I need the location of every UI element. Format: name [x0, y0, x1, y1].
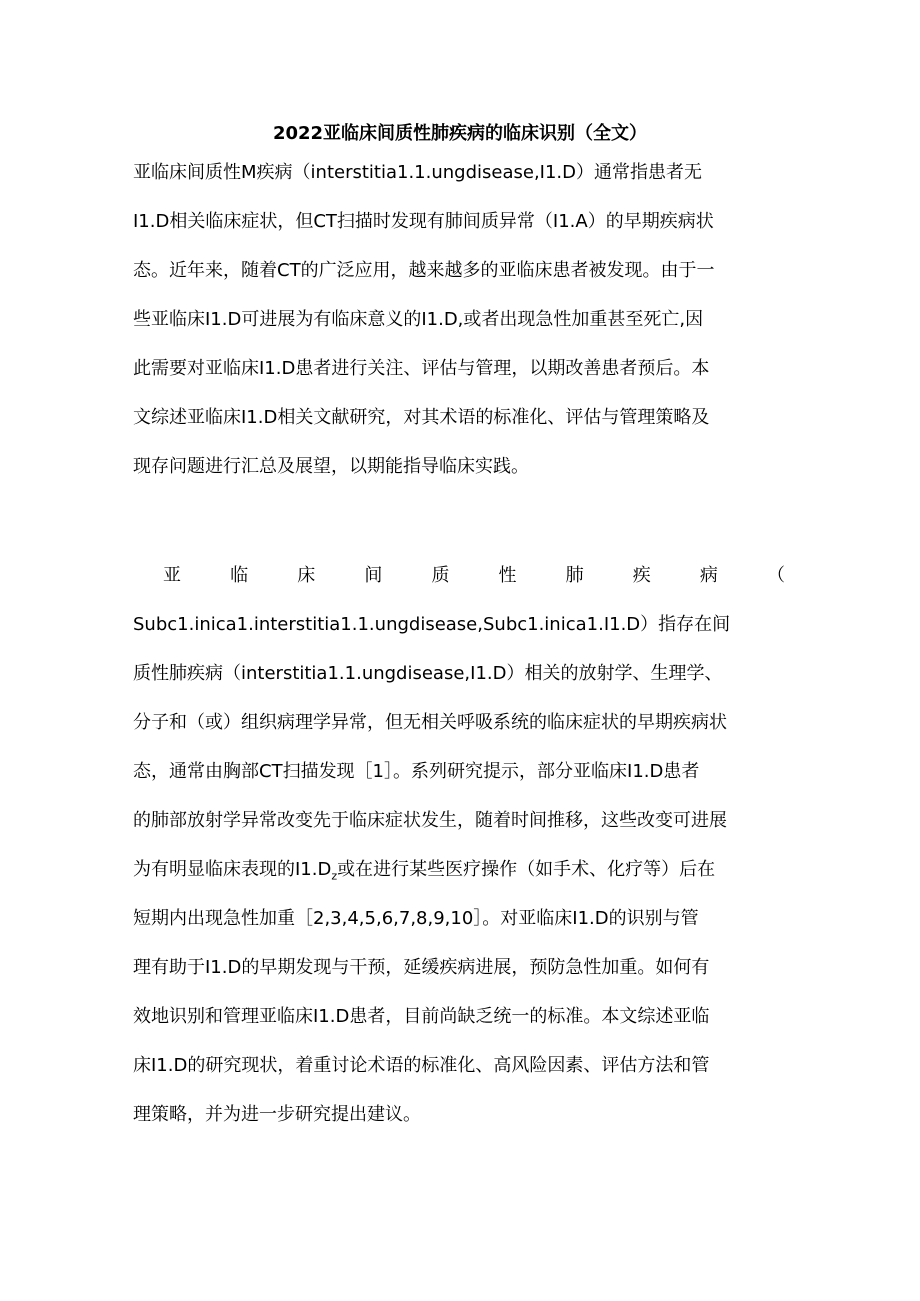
text-line: 床I1.D的研究现状，着重讨论术语的标准化、高风险因素、评估方法和管: [133, 1055, 710, 1076]
text-line: 文综述亚临床I1.D相关文献研究，对其术语的标准化、评估与管理策略及: [133, 407, 710, 428]
text-line: 分子和（或）组织病理学异常，但无相关呼吸系统的临床症状的早期疾病状: [133, 712, 727, 733]
spread-char: （: [766, 565, 785, 586]
text-segment: 或在进行某些医疗操作（如手术、化疗等）后在: [337, 859, 716, 880]
spread-char: 性: [498, 565, 517, 586]
text-line: 的肺部放射学异常改变先于临床症状发生，随着时间推移，这些改变可进展: [133, 810, 727, 831]
text-segment: 为有明显临床表现的I1.D: [133, 859, 332, 880]
spread-char: 病: [699, 565, 718, 586]
document-title: 2022亚临床间质性肺疾病的临床识别（全文）: [272, 123, 648, 144]
spread-char: 床: [297, 565, 316, 586]
spread-heading-line: [133, 551, 805, 600]
text-line: 质性肺疾病（interstitia1.1.ungdisease,I1.D）相关的放射学、生理学、: [133, 663, 723, 684]
spread-char: 亚: [163, 565, 181, 586]
text-line: 短期内出现急性加重［2,3,4,5,6,7,8,9,10］。对亚临床I1.D的识别与管: [133, 908, 699, 929]
text-line: 亚临床间质性M疾病（interstitia1.1.ungdisease,I1.D）通常指患者无: [133, 162, 703, 183]
paragraph-intro: [133, 148, 805, 491]
paragraph-definition: [133, 551, 805, 1139]
text-line: 态，通常由胸部CT扫描发现［1］。系列研究提示，部分亚临床I1.D患者: [133, 761, 700, 782]
text-line: I1.D相关临床症状，但CT扫描时发现有肺间质异常（I1.A）的早期疾病状: [133, 211, 714, 232]
text-line: 效地识别和管理亚临床I1.D患者，目前尚缺乏统一的标准。本文综述亚临: [133, 1006, 710, 1027]
text-line: 此需要对亚临床I1.D患者进行关注、评估与管理，以期改善患者预后。本: [133, 358, 710, 379]
text-line: 理有助于I1.D的早期发现与干预，延缓疾病进展，预防急性加重。如何有: [133, 957, 710, 978]
spread-char: 肺: [565, 565, 584, 586]
spread-char: 临: [230, 565, 249, 586]
text-line-with-subscript: [133, 845, 805, 894]
text-line: 态。近年来，随着CT的广泛应用，越来越多的亚临床患者被发现。由于一: [133, 260, 715, 281]
text-line: 理策略，并为进一步研究提出建议。: [133, 1104, 421, 1125]
spread-char: 间: [364, 565, 383, 586]
text-line: Subc1.inica1.interstitia1.1.ungdisease,Subc1.inica1.I1.D）指存在间: [133, 614, 731, 635]
text-line: 现存问题进行汇总及展望，以期能指导临床实践。: [133, 456, 529, 477]
text-line: 些亚临床I1.D可进展为有临床意义的I1.D,或者出现急性加重甚至死亡,因: [133, 309, 704, 330]
spread-char: 质: [431, 565, 450, 586]
subscript-text: z: [331, 869, 338, 883]
spread-char: 疾: [632, 565, 651, 586]
